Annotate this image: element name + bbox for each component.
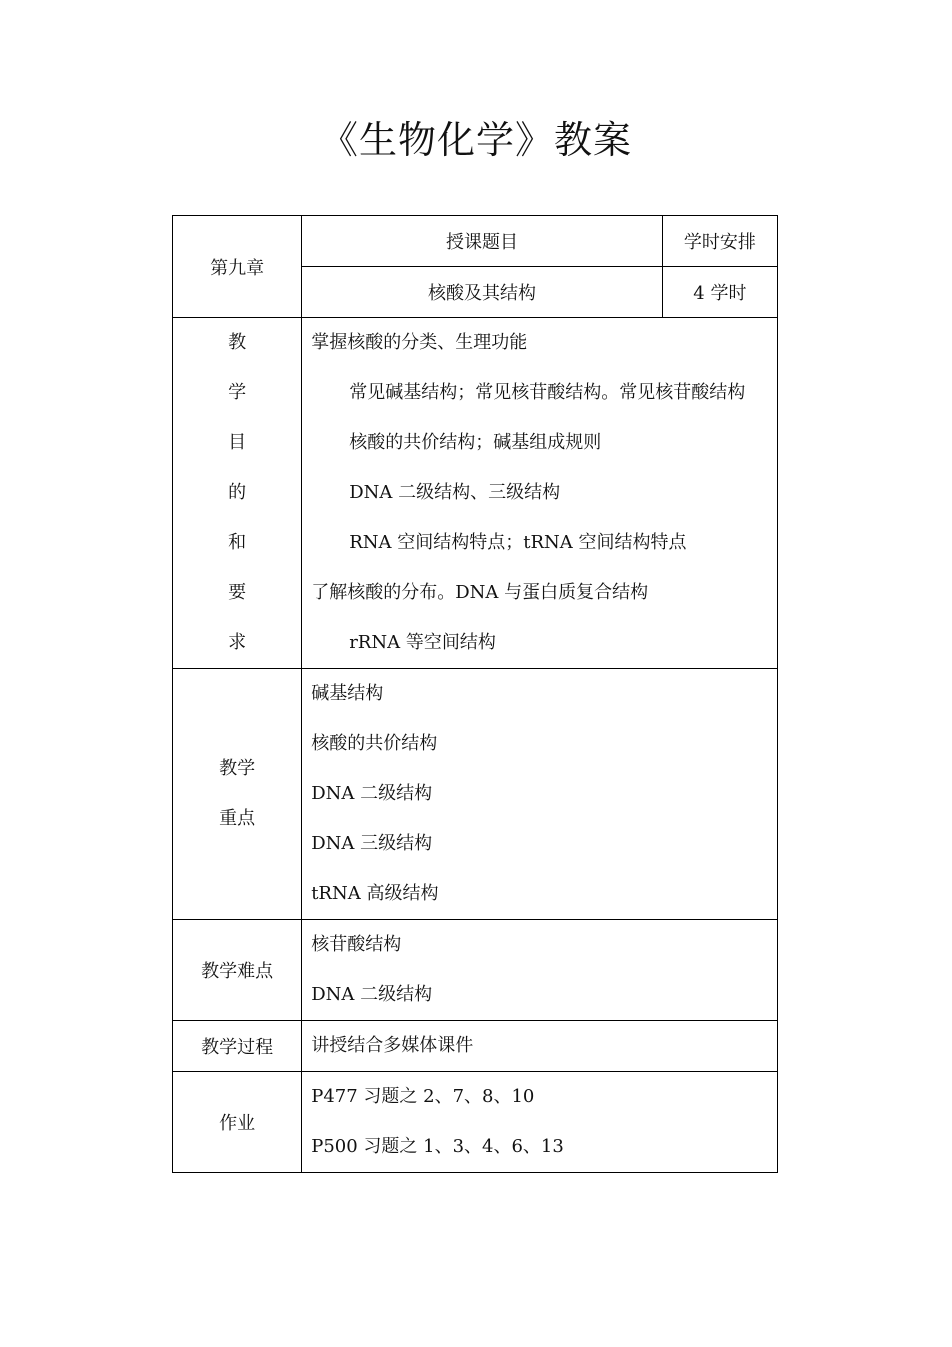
process-row [173, 1021, 778, 1072]
objectives-label-char: 目 [228, 432, 247, 453]
homework-row [173, 1072, 778, 1173]
key-point-item: DNA 三级结构 [311, 833, 433, 854]
difficulty-item: 核苷酸结构 [311, 934, 402, 955]
key-points-label-cell [173, 669, 302, 920]
objective-line: DNA 二级结构、三级结构 [349, 482, 561, 503]
topic-label-cell: 授课题目 [302, 216, 663, 267]
difficulties-row [173, 920, 778, 1021]
key-point-item: DNA 二级结构 [311, 783, 433, 804]
key-point-item: 碱基结构 [311, 683, 384, 704]
hours-label-cell: 学时安排 [662, 216, 777, 267]
objectives-label-char: 要 [228, 582, 247, 603]
objective-line: rRNA 等空间结构 [349, 632, 496, 653]
homework-content-cell [302, 1072, 778, 1173]
objectives-row [173, 318, 778, 669]
objectives-label-char: 的 [228, 482, 247, 503]
difficulties-content-cell [302, 920, 778, 1021]
process-text: 讲授结合多媒体课件 [311, 1035, 474, 1056]
key-points-label-line: 重点 [219, 808, 256, 829]
difficulty-item: DNA 二级结构 [311, 984, 433, 1005]
key-point-item: tRNA 高级结构 [311, 883, 439, 904]
objectives-label-cell [173, 318, 302, 669]
objectives-label-char: 学 [228, 382, 247, 403]
process-content-cell [302, 1021, 778, 1072]
topic-cell: 核酸及其结构 [302, 267, 663, 318]
objective-line: 核酸的共价结构；碱基组成规则 [349, 432, 602, 453]
process-label-cell: 教学过程 [173, 1021, 302, 1072]
objective-line: 掌握核酸的分类、生理功能 [311, 332, 528, 353]
lesson-plan-table [172, 215, 778, 1173]
key-point-item: 核酸的共价结构 [311, 733, 438, 754]
header-row-1 [173, 216, 778, 267]
objectives-label-char: 求 [228, 632, 247, 653]
objectives-label-char: 教 [228, 332, 247, 353]
homework-label-cell: 作业 [173, 1072, 302, 1173]
key-points-row [173, 669, 778, 920]
homework-item: P500 习题之 1、3、4、6、13 [311, 1136, 564, 1157]
objectives-label-char: 和 [228, 532, 247, 553]
key-points-content-cell [302, 669, 778, 920]
difficulties-label-cell: 教学难点 [173, 920, 302, 1021]
chapter-cell: 第九章 [173, 216, 302, 318]
homework-item: P477 习题之 2、7、8、10 [311, 1086, 535, 1107]
key-points-label-line: 教学 [219, 758, 256, 779]
document-title: 《生物化学》教案 [319, 118, 632, 162]
objective-line: 了解核酸的分布。DNA 与蛋白质复合结构 [311, 582, 649, 603]
objective-line: 常见碱基结构；常见核苷酸结构。常见核苷酸结构 [349, 382, 746, 403]
hours-cell: 4 学时 [662, 267, 777, 318]
objectives-content-cell [302, 318, 778, 669]
objective-line: RNA 空间结构特点；tRNA 空间结构特点 [349, 532, 687, 553]
